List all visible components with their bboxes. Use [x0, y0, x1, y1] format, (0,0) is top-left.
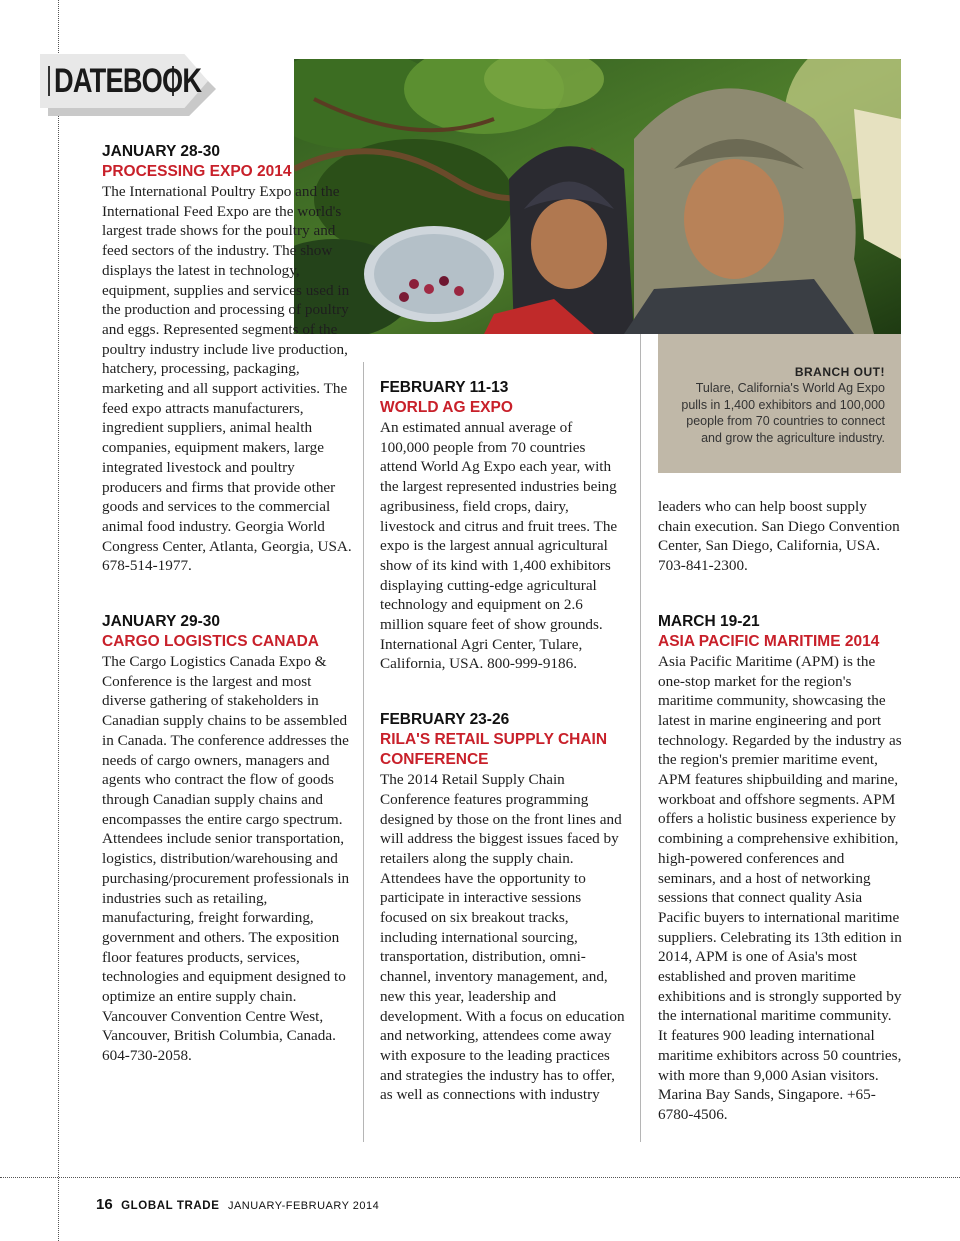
event-asia-pacific-maritime — [658, 612, 903, 1125]
magazine-name: GLOBAL TRADE — [121, 1200, 220, 1212]
event-description: The 2014 Retail Supply Chain Conference features programming designed by those on the front lines and will address the biggest issues faced by retailers along the supply chain. Attendees have the opportunity to participate in interactive sessions focused on six breakout tracks, including international sourcing, transportation, distribution, omni-channel, inventory management, and, new this year, leadership and development. With a focus on education and networking, attendees come away with exposure to the leading practices and strategies the industry has to offer, as well as connections with industry — [380, 771, 625, 1104]
event-processing-expo — [102, 142, 352, 576]
margin-guide-bottom — [0, 1177, 960, 1178]
event-description: Asia Pacific Maritime (APM) is the one-stop market for the region's maritime community, showcasing the latest in marine engineering and port technology. Regarded by the industry as the region's premier maritime event, APM features shipbuilding and marine, workboat and offshore segments. APM offers a holistic business experience by combining a comprehensive exhibition, high-powered conferences and seminars, and a host of networking sessions that connect quality Asia Pacific buyers to international maritime suppliers. Celebrating its 13th edition in 2014, APM is one of Asia's most established and proven maritime exhibitions and is strongly supported by the international maritime community. It features 900 leading international maritime exhibitors across 50 countries, with more than 9,000 Asian visitors. Marina Bay Sands, Singapore. +65-6780-4506. — [658, 652, 902, 1123]
photo-illustration — [294, 59, 901, 334]
column-divider — [363, 362, 364, 1142]
event-description: The International Poultry Expo and the International Feed Expo are the world's largest trade shows for the poultry and feed sectors of the industry. The show displays the latest in technology, equipment, supplies and services used in the production and processing of poultry and eggs. Represented segments of the poultry industry include live production, hatchery, processing, packaging, marketing and all support activities. The feed expo attracts manufacturers, ingredient suppliers, animal health companies, equipment makers, large integrated livestock and poultry producers and firms that provide other goods and services to the commercial animal food industry. Georgia World Congress Center, Atlanta, Georgia, USA. 678-514-1977. — [102, 183, 352, 575]
event-description: An estimated annual average of 100,000 people from 70 countries attend World Ag Expo each year, with the largest represented industries being agribusiness, field crops, dairy, livestock and citrus and fruit trees. The expo is the largest annual agricultural show of its kind with 1,400 exhibitors displaying cutting-edge agricultural technology and equipment on 2.6 million square feet of show grounds. International Agri Center, Tulare, California, USA. 800-999-9186. — [380, 419, 618, 673]
photo-caption — [658, 334, 901, 473]
event-rila-conference — [380, 710, 625, 1105]
section-tab — [40, 54, 216, 116]
page-number: 16 — [96, 1196, 113, 1213]
event-description-continued: leaders who can help boost supply chain execution. San Diego Convention Center, San Diego, California, USA. 703-841-2300. — [658, 498, 900, 575]
farm-workers-photo — [294, 59, 901, 334]
event-name: WORLD AG EXPO — [380, 399, 513, 416]
column-left — [102, 142, 352, 1102]
event-date: MARCH 19-21 — [658, 612, 760, 630]
event-cargo-logistics — [102, 612, 352, 1066]
event-name: PROCESSING EXPO 2014 — [102, 163, 292, 180]
event-date: FEBRUARY 11-13 — [380, 379, 509, 396]
caption-text: Tulare, California's World Ag Expo pulls in 1,400 exhibitors and 100,000 people from 70 countries to connect and grow the agriculture industry. — [681, 381, 885, 445]
event-name: CARGO LOGISTICS CANADA — [102, 633, 319, 651]
issue-date: JANUARY-FEBRUARY 2014 — [227, 1200, 380, 1212]
event-name: ASIA PACIFIC MARITIME 2014 — [658, 632, 880, 650]
column-middle — [380, 378, 625, 1141]
event-date: FEBRUARY 23-26 — [380, 711, 510, 729]
event-name: RILA'S RETAIL SUPPLY CHAIN CONFERENCE — [380, 731, 608, 769]
event-description: The Cargo Logistics Canada Expo & Conference is the largest and most diverse gathering of stakeholders in Canadian supply chains to be assembled in Canada. The conference addresses the needs of cargo owners, managers and agents who contract the flow of goods through Canadian supply chains and encompasses the entire cargo spectrum. Attendees include senior transportation, logistics, distribution/warehousing and purchasing/procurement professionals in industries such as retailing, manufacturing, freight forwarding, government and others. The exposition floor features products, services, technologies and equipment designed to optimize an entire supply chain. Vancouver Convention Centre West, Vancouver, British Columbia, Canada. 604-730-2058. — [102, 653, 350, 1065]
event-date: JANUARY 28-30 — [102, 143, 221, 160]
margin-guide-left — [58, 0, 59, 1241]
column-divider — [640, 334, 641, 1142]
column-right — [658, 497, 903, 1161]
tab-bar-left — [48, 66, 50, 96]
event-world-ag-expo — [380, 378, 625, 674]
caption-title: BRANCH OUT! — [794, 365, 885, 379]
event-date: JANUARY 29-30 — [102, 613, 221, 631]
event-rila-continued — [658, 497, 903, 576]
section-title: DATEBOOK — [54, 62, 202, 100]
page-footer — [96, 1196, 379, 1214]
